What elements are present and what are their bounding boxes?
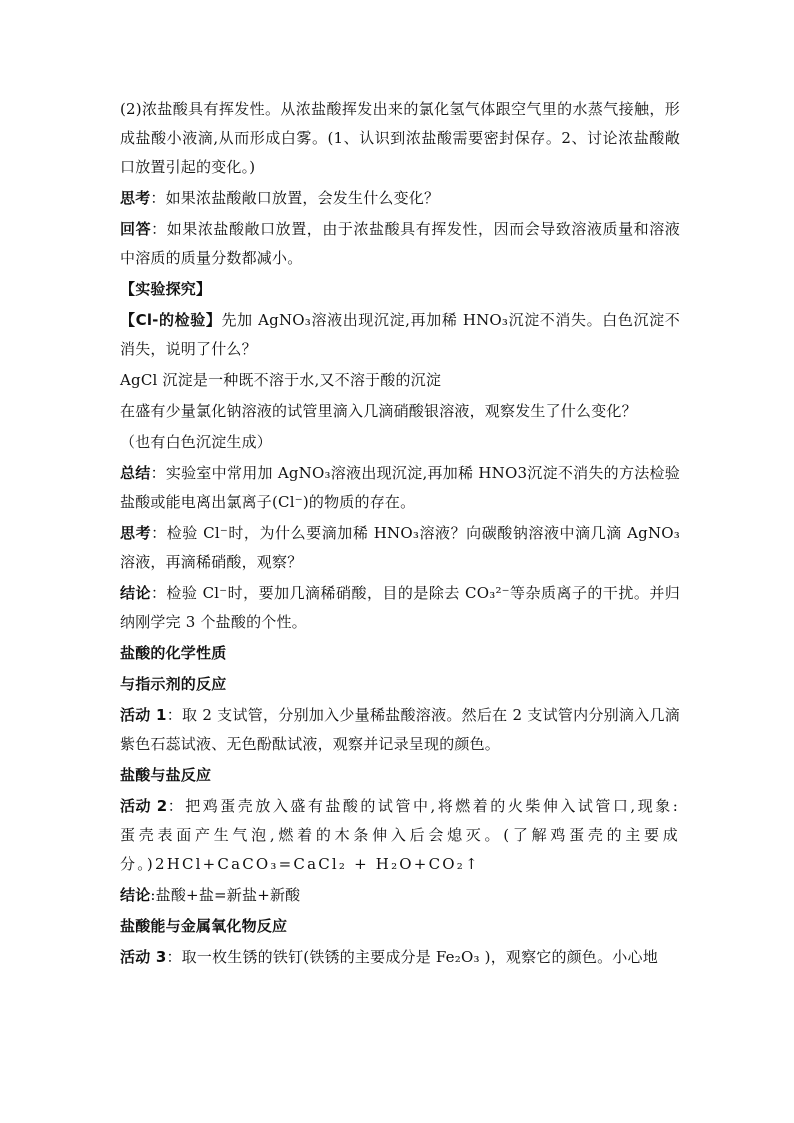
paragraph xyxy=(120,275,680,304)
text-run: ：取一枚生锈的铁钉(铁锈的主要成分是 Fe₂O₃ )，观察它的颜色。小心地 xyxy=(166,948,658,966)
bold-label: 与指示剂的反应 xyxy=(120,675,227,693)
bold-label: 思考 xyxy=(120,189,151,207)
paragraph xyxy=(120,912,680,941)
bold-label: 总结 xyxy=(120,464,151,482)
bold-label: 活动 3 xyxy=(120,948,167,966)
text-run: (2)浓盐酸具有挥发性。从浓盐酸挥发出来的氯化氢气体跟空气里的水蒸气接触，形成盐酸小液滴,从而形成白雾。(1、认识到浓盐酸需要密封保存。2、讨论浓盐酸敞口放置引起的变化。) xyxy=(120,100,680,176)
text-run: :盐酸+盐=新盐+新酸 xyxy=(150,886,301,904)
paragraph xyxy=(120,670,680,699)
bold-label: 盐酸能与金属氧化物反应 xyxy=(120,917,288,935)
bold-label: 【实验探究】 xyxy=(120,280,212,298)
bold-label: 活动 1 xyxy=(120,706,167,724)
document-body xyxy=(120,95,680,974)
bold-label: 思考 xyxy=(120,524,152,542)
text-run: 在盛有少量氯化钠溶液的试管里滴入几滴硝酸银溶液，观察发生了什么变化？ xyxy=(120,402,637,420)
paragraph xyxy=(120,792,680,879)
paragraph xyxy=(120,428,680,457)
paragraph xyxy=(120,366,680,395)
bold-label: 结论 xyxy=(120,886,151,904)
paragraph xyxy=(120,95,680,182)
bold-label: 回答 xyxy=(120,220,152,238)
paragraph xyxy=(120,397,680,426)
paragraph xyxy=(120,943,680,972)
text-run: ：把鸡蛋壳放入盛有盐酸的试管中,将燃着的火柴伸入试管口,现象:蛋壳表面产生气泡,燃着的木条伸入后会熄灭。(了解鸡蛋壳的主要成分。)2HCl+CaCO₃=CaCl₂ + H₂O+CO₂↑ xyxy=(120,797,681,873)
paragraph xyxy=(120,459,680,517)
bold-label: 活动 2 xyxy=(120,797,168,815)
paragraph xyxy=(120,215,680,273)
paragraph xyxy=(120,761,680,790)
text-run: ：如果浓盐酸敞口放置，由于浓盐酸具有挥发性，因而会导致溶液质量和溶液中溶质的质量分数都减小。 xyxy=(120,220,680,267)
text-run: AgCl 沉淀是一种既不溶于水,又不溶于酸的沉淀 xyxy=(120,371,442,389)
paragraph xyxy=(120,639,680,668)
bold-label: 盐酸的化学性质 xyxy=(120,644,227,662)
text-run: ：取 2 支试管，分别加入少量稀盐酸溶液。然后在 2 支试管内分别滴入几滴紫色石蕊试液、无色酚酞试液，观察并记录呈现的颜色。 xyxy=(120,706,680,753)
text-run: ：实验室中常用加 AgNO₃溶液出现沉淀,再加稀 HNO3沉淀不消失的方法检验盐酸或能电离出氯离子(Cl⁻)的物质的存在。 xyxy=(120,464,680,511)
paragraph xyxy=(120,701,680,759)
paragraph xyxy=(120,579,680,637)
text-run: 先加 AgNO₃溶液出现沉淀,再加稀 HNO₃沉淀不消失。白色沉淀不消失，说明了什么？ xyxy=(120,311,680,358)
paragraph xyxy=(120,881,680,910)
text-run: （也有白色沉淀生成） xyxy=(120,433,273,451)
bold-label: 【Cl-的检验】 xyxy=(120,311,222,329)
bold-label: 结论 xyxy=(120,584,151,602)
paragraph xyxy=(120,306,680,364)
text-run: ：如果浓盐酸敞口放置，会发生什么变化？ xyxy=(150,189,440,207)
paragraph xyxy=(120,519,680,577)
paragraph xyxy=(120,184,680,213)
bold-label: 盐酸与盐反应 xyxy=(120,766,212,784)
text-run: ：检验 Cl⁻时，要加几滴稀硝酸，目的是除去 CO₃²⁻等杂质离子的干扰。并归纳刚学完 3 个盐酸的个性。 xyxy=(120,584,680,631)
text-run: ：检验 Cl⁻时，为什么要滴加稀 HNO₃溶液？向碳酸钠溶液中滴几滴 AgNO₃溶液，再滴稀硝酸，观察？ xyxy=(120,524,680,571)
